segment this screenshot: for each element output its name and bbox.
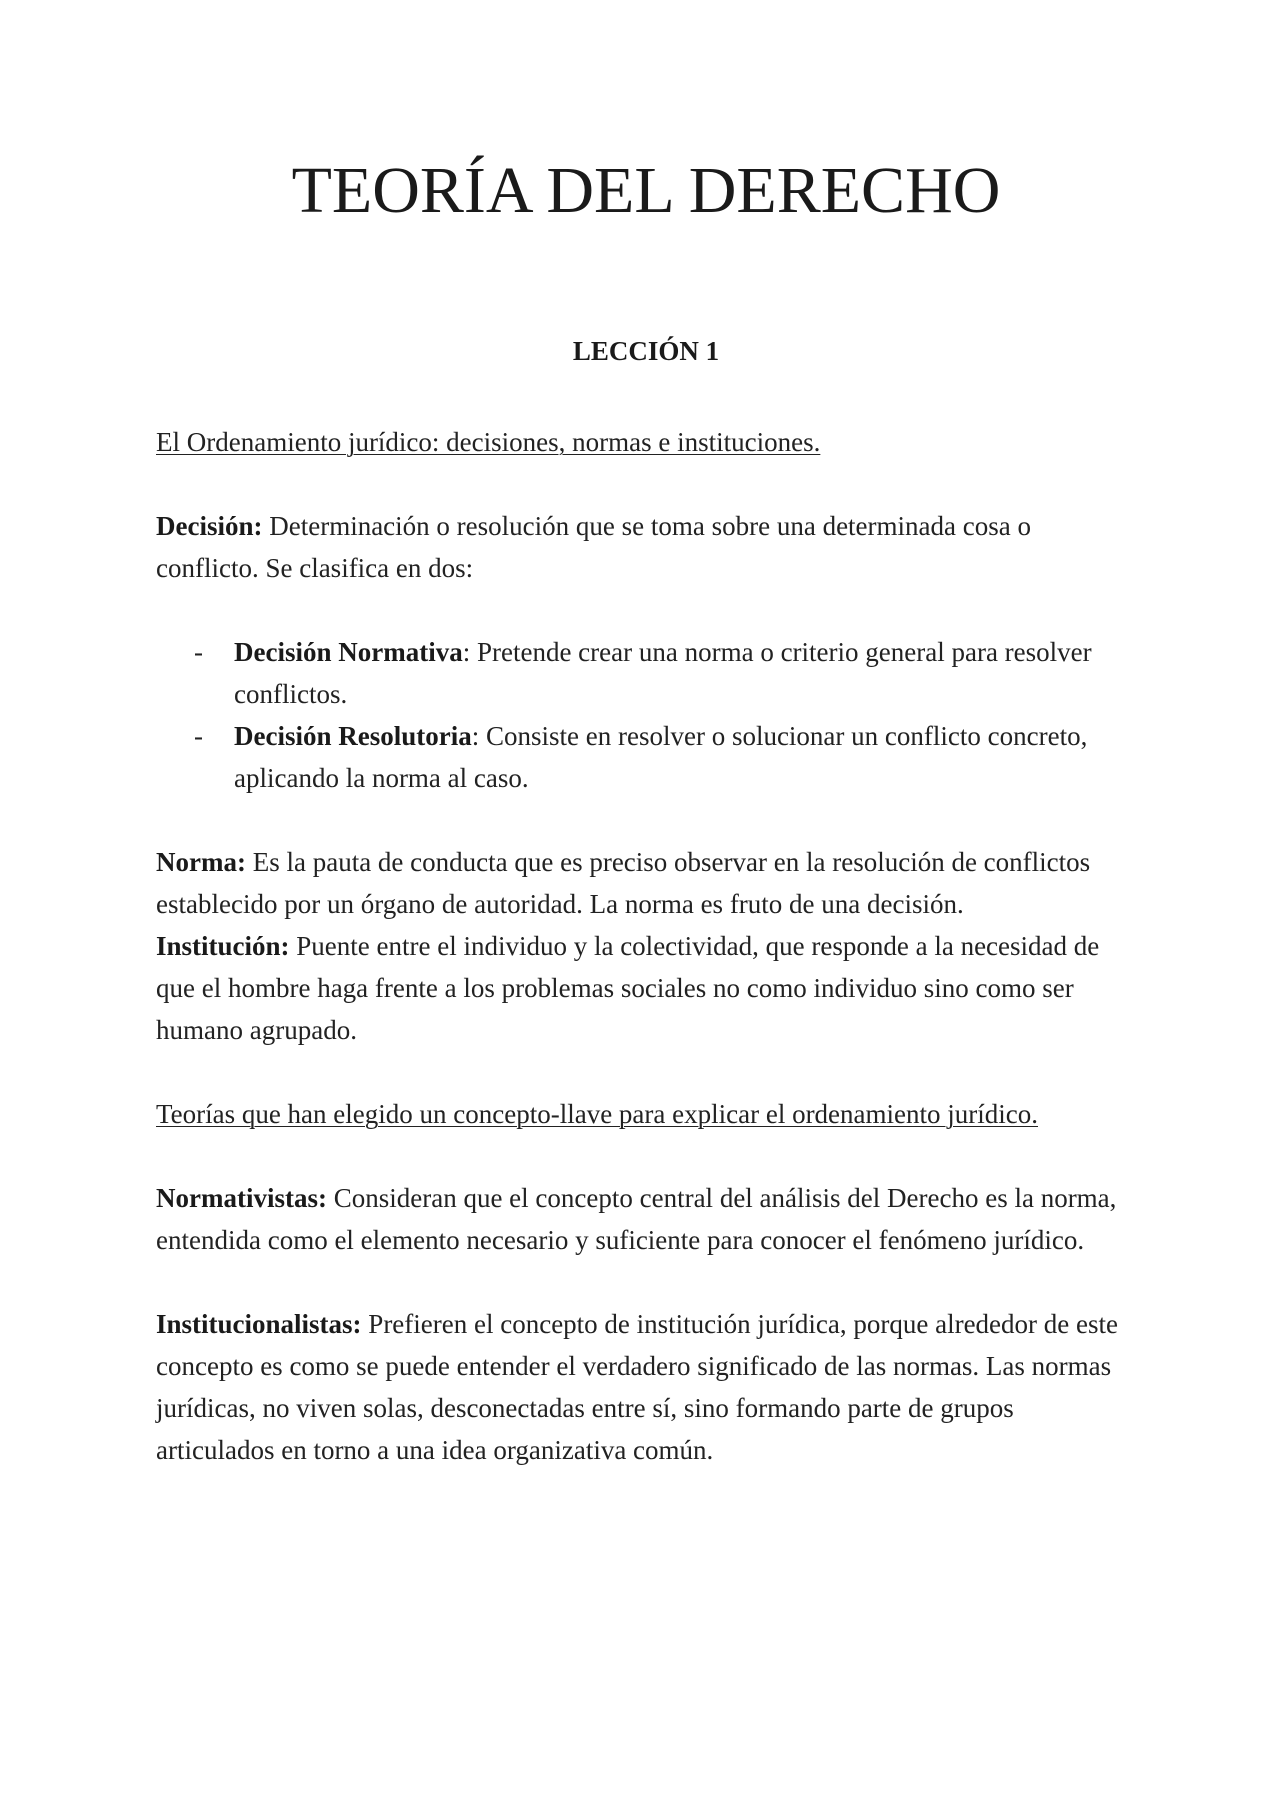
list-item-decision-normativa — [156, 631, 1136, 715]
list-item-text: : Pretende crear una norma o criterio general para resolver conflictos. — [234, 637, 1092, 709]
spacer — [156, 1135, 1136, 1177]
dash-bullet: - — [194, 637, 203, 667]
section-heading-text: El Ordenamiento jurídico: decisiones, normas e instituciones. — [156, 427, 821, 457]
definition-norma — [156, 841, 1136, 925]
lesson-heading: LECCIÓN 1 — [572, 336, 720, 366]
spacer — [156, 799, 1136, 841]
definition-text: Puente entre el individuo y la colectividad, que responde a la necesidad de que el hombre haga frente a los problemas sociales no como individuo sino como ser humano agrupado. — [156, 931, 1100, 1045]
list-item-term: Decisión Normativa — [234, 637, 463, 667]
spacer — [156, 463, 1136, 505]
definition-institucion — [156, 925, 1136, 1051]
spacer — [156, 1051, 1136, 1093]
spacer — [156, 1261, 1136, 1303]
document-body — [156, 421, 1136, 1471]
decision-types-list — [156, 631, 1136, 799]
definition-text: Consideran que el concepto central del análisis del Derecho es la norma, entendida como el elemento necesario y suficiente para conocer el fenómeno jurídico. — [156, 1183, 1117, 1255]
definition-text: Determinación o resolución que se toma sobre una determinada cosa o conflicto. Se clasifica en dos: — [156, 511, 1031, 583]
definition-decision — [156, 505, 1136, 589]
section-heading-teorias — [156, 1093, 1136, 1135]
list-item-term: Decisión Resolutoria — [234, 721, 472, 751]
document-title: TEORÍA DEL DERECHO — [291, 154, 1001, 227]
dash-bullet: - — [194, 721, 203, 751]
definition-normativistas — [156, 1177, 1136, 1261]
definition-term: Normativistas: — [156, 1183, 327, 1213]
spacer — [156, 589, 1136, 631]
definition-term: Institucionalistas: — [156, 1309, 362, 1339]
definition-institucionalistas — [156, 1303, 1136, 1471]
list-item-text: : Consiste en resolver o solucionar un conflicto concreto, aplicando la norma al caso. — [234, 721, 1088, 793]
definition-text: Prefieren el concepto de institución jurídica, porque alrededor de este concepto es como se puede entender el verdadero significado de las normas. Las normas jurídicas, no viven solas, desconectadas entre sí, sino formando parte de grupos articulados en torno a una idea organizativa común. — [156, 1309, 1118, 1465]
section-heading-ordenamiento — [156, 421, 1136, 463]
section-heading-text: Teorías que han elegido un concepto-llave para explicar el ordenamiento jurídico. — [156, 1099, 1038, 1129]
definition-text: Es la pauta de conducta que es preciso observar en la resolución de conflictos establecido por un órgano de autoridad. La norma es fruto de una decisión. — [156, 847, 1091, 919]
definition-term: Decisión: — [156, 511, 263, 541]
list-item-decision-resolutoria — [156, 715, 1136, 799]
definition-term: Norma: — [156, 847, 246, 877]
definition-term: Institución: — [156, 931, 290, 961]
